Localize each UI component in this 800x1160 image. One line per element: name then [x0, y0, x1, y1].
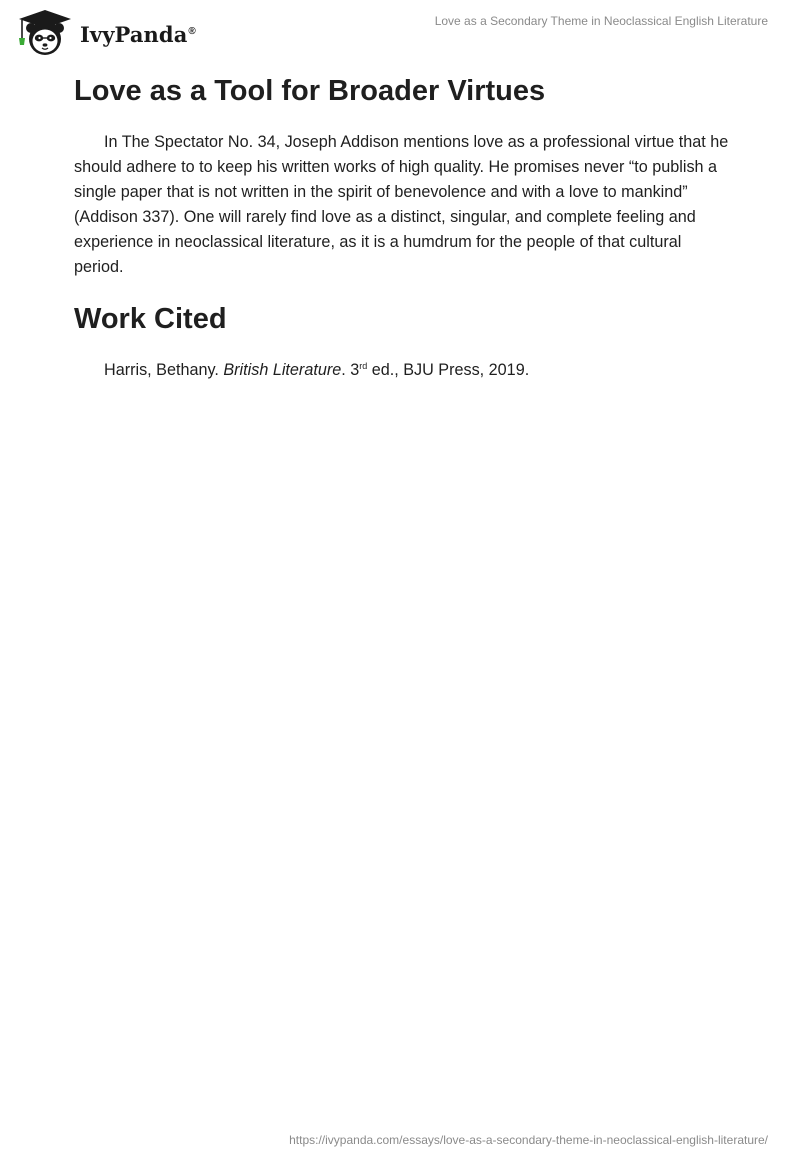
citation-title: British Literature — [223, 361, 342, 379]
citation-edition: . 3 — [341, 361, 360, 379]
citation-entry — [74, 358, 734, 383]
page-header — [0, 0, 800, 60]
brand-logo[interactable] — [16, 8, 196, 58]
citation-edition-suffix: rd — [359, 361, 368, 371]
source-url-link[interactable]: https://ivypanda.com/essays/love-as-a-secondary-theme-in-neoclassical-english-literature/ — [289, 1133, 768, 1147]
citation-publisher: ed., BJU Press, 2019. — [367, 361, 530, 379]
works-cited-heading: Work Cited — [74, 303, 227, 335]
section-heading: Love as a Tool for Broader Virtues — [74, 75, 546, 107]
citation-author: Harris, Bethany. — [104, 361, 224, 379]
essay-content — [74, 72, 734, 383]
brand-name: IvyPanda® — [80, 21, 196, 47]
running-title: Love as a Secondary Theme in Neoclassical English Literature — [434, 14, 768, 28]
panda-graduation-cap-icon — [16, 8, 74, 58]
body-paragraph: In The Spectator No. 34, Joseph Addison mentions love as a professional virtue that he should adhere to to keep his written works of high quality. He promises never “to publish a single paper that is not written in the spirit of benevolence and with a love to mankind” (Addison 337). One will rarely find love as a distinct, singular, and complete feeling and experience in neoclassical literature, as it is a humdrum for the people of that cultural period. — [74, 133, 729, 276]
registered-mark: ® — [188, 25, 196, 37]
